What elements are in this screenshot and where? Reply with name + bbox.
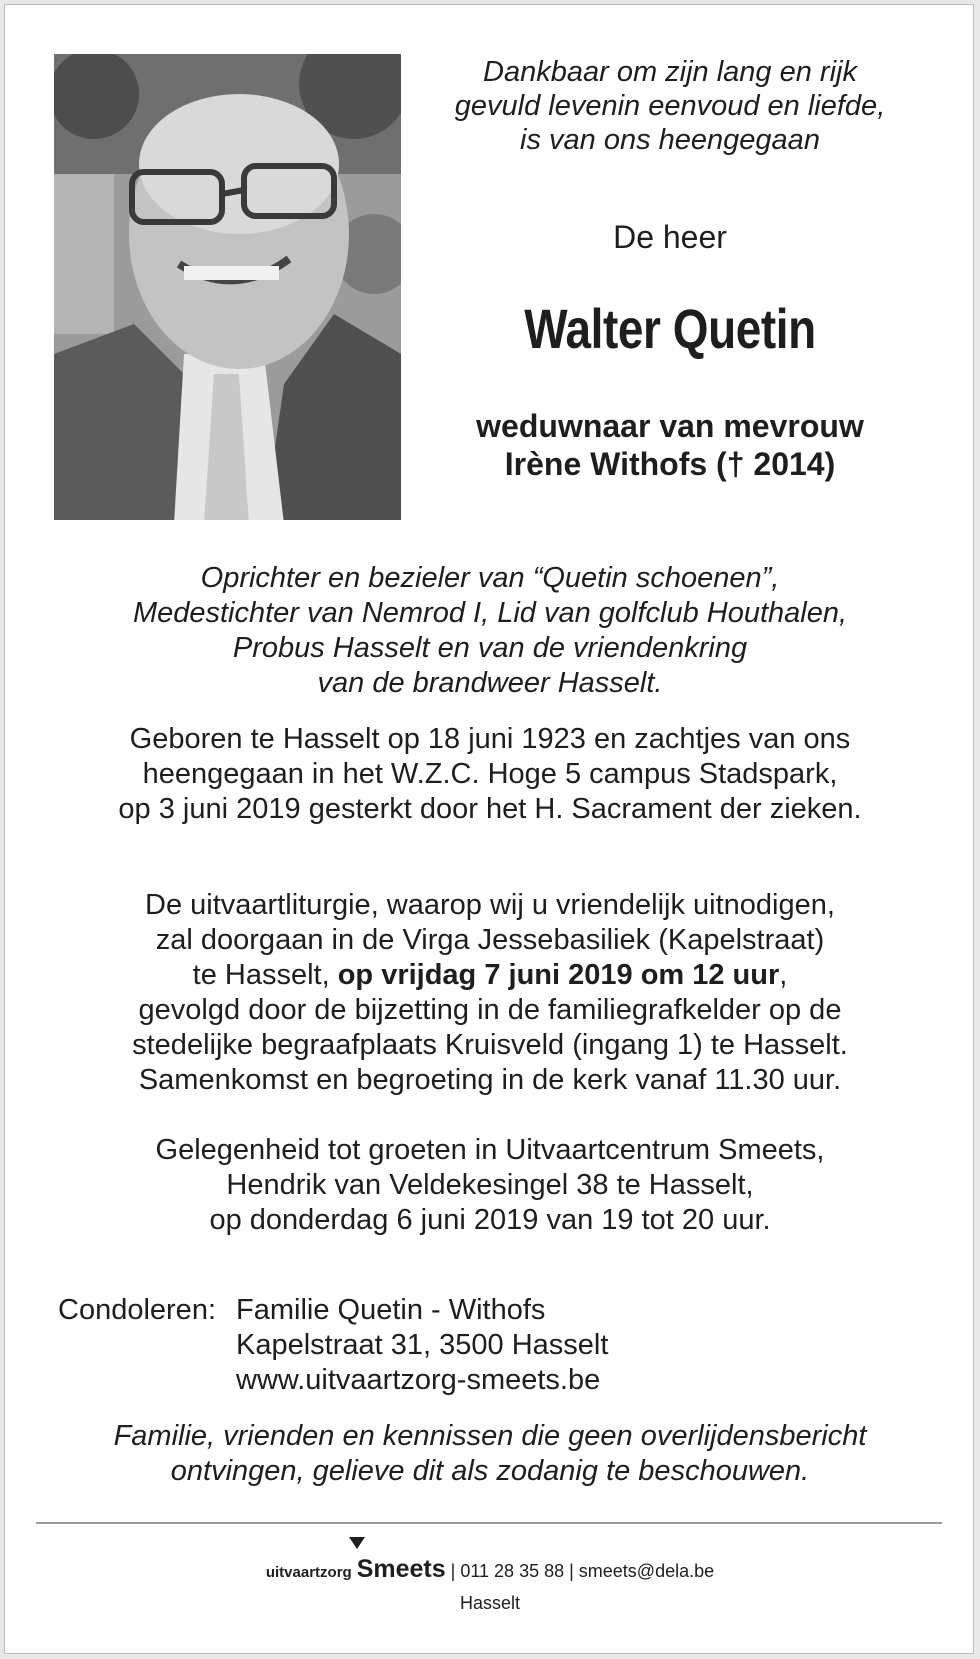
birth-line: heengegaan in het W.Z.C. Hoge 5 campus Stadspark, — [142, 758, 838, 790]
funeral-line: stedelijke begraafplaats Kruisveld (ingang 1) te Hasselt. — [132, 1029, 848, 1061]
visitation-line: Hendrik van Veldekesingel 38 te Hasselt, — [226, 1169, 754, 1201]
condolences-label: Condoleren: — [58, 1294, 216, 1326]
birth-death-details — [40, 722, 940, 827]
portrait-image — [54, 54, 401, 520]
spouse-line: weduwnaar van mevrouw — [476, 408, 864, 444]
condolences — [58, 1293, 608, 1398]
divider — [36, 1522, 942, 1524]
condolences-website[interactable]: www.uitvaartzorg-smeets.be — [236, 1364, 601, 1396]
intro-line: Dankbaar om zijn lang en rijk — [483, 56, 857, 88]
visitation-line: op donderdag 6 juni 2019 van 19 tot 20 uur. — [209, 1204, 771, 1236]
triangle-icon — [349, 1537, 365, 1549]
notice-line: Familie, vrienden en kennissen die geen overlijdensbericht — [113, 1420, 867, 1452]
brand-prefix: uitvaartzorg — [265, 1564, 352, 1581]
visitation-details — [40, 1133, 940, 1238]
footer-contact: | 011 28 35 88 | smeets@dela.be — [445, 1561, 715, 1581]
funeral-line: gevolgd door de bijzetting in de familiegrafkelder op de — [138, 994, 842, 1026]
bio-line: van de brandweer Hasselt. — [317, 667, 663, 699]
brand-name: Smeets — [356, 1555, 446, 1583]
funeral-line-suffix: , — [779, 959, 788, 991]
funeral-line — [40, 958, 940, 993]
bio-line: Probus Hasselt en van de vriendenkring — [232, 632, 748, 664]
funeral-line: zal doorgaan in de Virga Jessebasiliek (Kapelstraat) — [155, 924, 825, 956]
spouse-info — [425, 407, 915, 483]
brand-logo — [357, 1555, 446, 1583]
birth-line: op 3 juni 2019 gesterkt door het H. Sacrament der zieken. — [118, 793, 862, 825]
funeral-details — [40, 888, 940, 1098]
spouse-line: Irène Withofs († 2014) — [504, 446, 836, 482]
condolences-address: Kapelstraat 31, 3500 Hasselt — [236, 1329, 609, 1361]
title-prefix: De heer — [613, 219, 727, 255]
intro-line: is van ons heengegaan — [520, 124, 820, 156]
condolences-family: Familie Quetin - Withofs — [236, 1294, 546, 1326]
intro-text — [425, 55, 915, 157]
birth-line: Geboren te Hasselt op 18 juni 1923 en zachtjes van ons — [129, 723, 851, 755]
portrait-photo — [54, 54, 401, 520]
funeral-date-time: op vrijdag 7 juni 2019 om 12 uur — [337, 959, 780, 991]
intro-line: gevuld levenin eenvoud en liefde, — [454, 90, 886, 122]
funeral-line-prefix: te Hasselt, — [192, 959, 338, 991]
deceased-name: Walter Quetin — [524, 297, 816, 360]
funeral-line: De uitvaartliturgie, waarop wij u vriendelijk uitnodigen, — [145, 889, 835, 921]
funeral-home-footer — [0, 1557, 980, 1585]
funeral-line: Samenkomst en begroeting in de kerk vanaf 11.30 uur. — [138, 1064, 842, 1096]
bio-line: Medestichter van Nemrod I, Lid van golfclub Houthalen, — [132, 597, 848, 629]
notice-line: ontvingen, gelieve dit als zodanig te beschouwen. — [170, 1455, 810, 1487]
visitation-line: Gelegenheid tot groeten in Uitvaartcentrum Smeets, — [155, 1134, 825, 1166]
footer-city: Hasselt — [459, 1593, 521, 1613]
bio-line: Oprichter en bezieler van “Quetin schoenen”, — [200, 562, 780, 594]
notice-text — [40, 1419, 940, 1489]
biography — [40, 561, 940, 701]
